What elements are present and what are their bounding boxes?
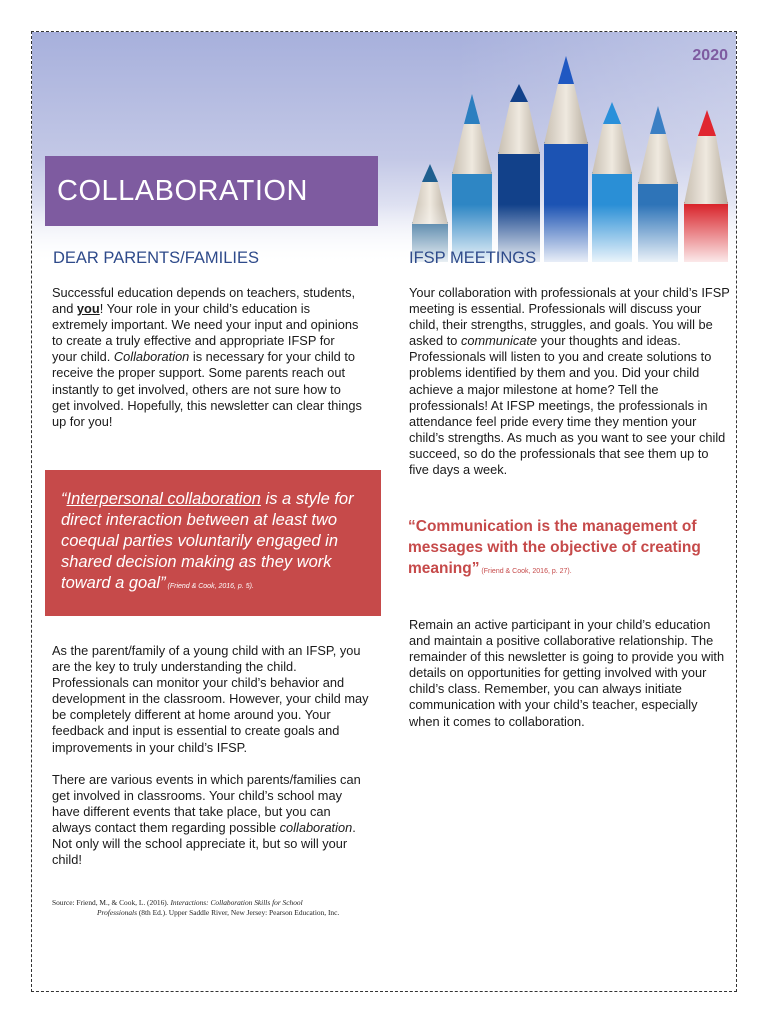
ifsp-text-1: Your collaboration with professionals at your child’s IFSP meeting is essential. Professionals will discuss your child, their strengths, struggles, and goals. You will be asked to	[409, 285, 730, 349]
quote-underlined-term: Interpersonal collaboration	[66, 490, 261, 508]
intro-italic-collaboration: Collaboration	[113, 349, 190, 365]
quote-text: is a style for direct interaction between at least two coequal parties voluntarily engaged in shared decision making as they work toward a goal”	[61, 490, 354, 592]
ifsp-meetings-paragraph	[409, 285, 731, 478]
communication-quote	[408, 516, 738, 582]
quote-citation: (Friend & Cook, 2016, p. 5).	[165, 583, 254, 590]
intro-emphasis-you: you	[76, 301, 100, 317]
colored-pencils-image	[32, 32, 736, 262]
intro-paragraph	[52, 285, 362, 430]
events-text-1: There are various events in which parents/families can get involved in classrooms. Your child’s school may have different events that take place, but you can always contact them regarding possible	[52, 771, 361, 835]
intro-text-2: ! Your role in your child’s education is extremely important. We need your input and opinions to create a truly effective and appropriate IFSP for your child.	[52, 301, 359, 365]
newsletter-year: 2020	[692, 47, 728, 64]
events-paragraph	[52, 772, 370, 869]
events-italic-collaboration: collaboration	[279, 819, 353, 835]
ifsp-meetings-heading: IFSP MEETINGS	[409, 249, 537, 267]
ifsp-italic-communicate: communicate	[460, 333, 538, 349]
intro-text-1: Successful education depends on teachers, students, and	[52, 285, 356, 317]
source-text-1: Source: Friend, M., & Cook, L. (2016).	[52, 898, 171, 907]
source-citation	[52, 898, 382, 918]
dear-parents-heading: DEAR PARENTS/FAMILIES	[53, 249, 259, 267]
newsletter-title-banner	[45, 156, 378, 226]
quote-open-mark: “	[61, 490, 67, 508]
source-italic-title-2: Professionals	[97, 908, 137, 917]
left-body-text	[52, 643, 370, 868]
source-text-2: (8th Ed.). Upper Saddle River, New Jersey: Pearson Education, Inc.	[136, 908, 340, 917]
ifsp-text-2: your thoughts and ideas. Professionals will listen to you and create solutions to problems identified by them and you. Did your child achieve a major milestone at home? Tell the professionals! At IFSP meetings, the professionals in attendance feel pride every time they mention your child’s strengths. As much as you want to see your child succeed, so do the professionals that see them up to five days a week.	[409, 333, 726, 478]
newsletter-title: COLLABORATION	[57, 174, 308, 207]
communication-quote-text: “Communication is the management of messages with the objective of creating meaning”	[408, 518, 701, 577]
collaboration-definition-quote	[45, 470, 381, 616]
intro-text-3: is necessary for your child to receive the proper support. Some parents reach out instantly to get involved, others are not sure how to get involved. Hopefully, this newsletter can clear things up for you!	[52, 349, 362, 429]
active-participant-paragraph: Remain an active participant in your child’s education and maintain a positive collaborative relationship. The remainder of this newsletter is going to provide you with details on opportunities for getting involved with your child’s class. Remember, you can always initiate communication with your child’s teacher, especially when it comes to collaboration.	[409, 617, 725, 729]
communication-quote-citation: (Friend & Cook, 2016, p. 27).	[479, 568, 572, 575]
source-italic-title-1: Interactions: Collaboration Skills for School	[170, 898, 303, 907]
parent-key-paragraph: As the parent/family of a young child with an IFSP, you are the key to truly understanding the child. Professionals can monitor your child’s behavior and development in the classroom. However, your child may be completely different at home around you. Your feedback and input is essential to create goals and improvements in your child’s IFSP.	[52, 643, 369, 755]
events-text-2: . Not only will the school appreciate it, but so will your child!	[52, 819, 356, 868]
